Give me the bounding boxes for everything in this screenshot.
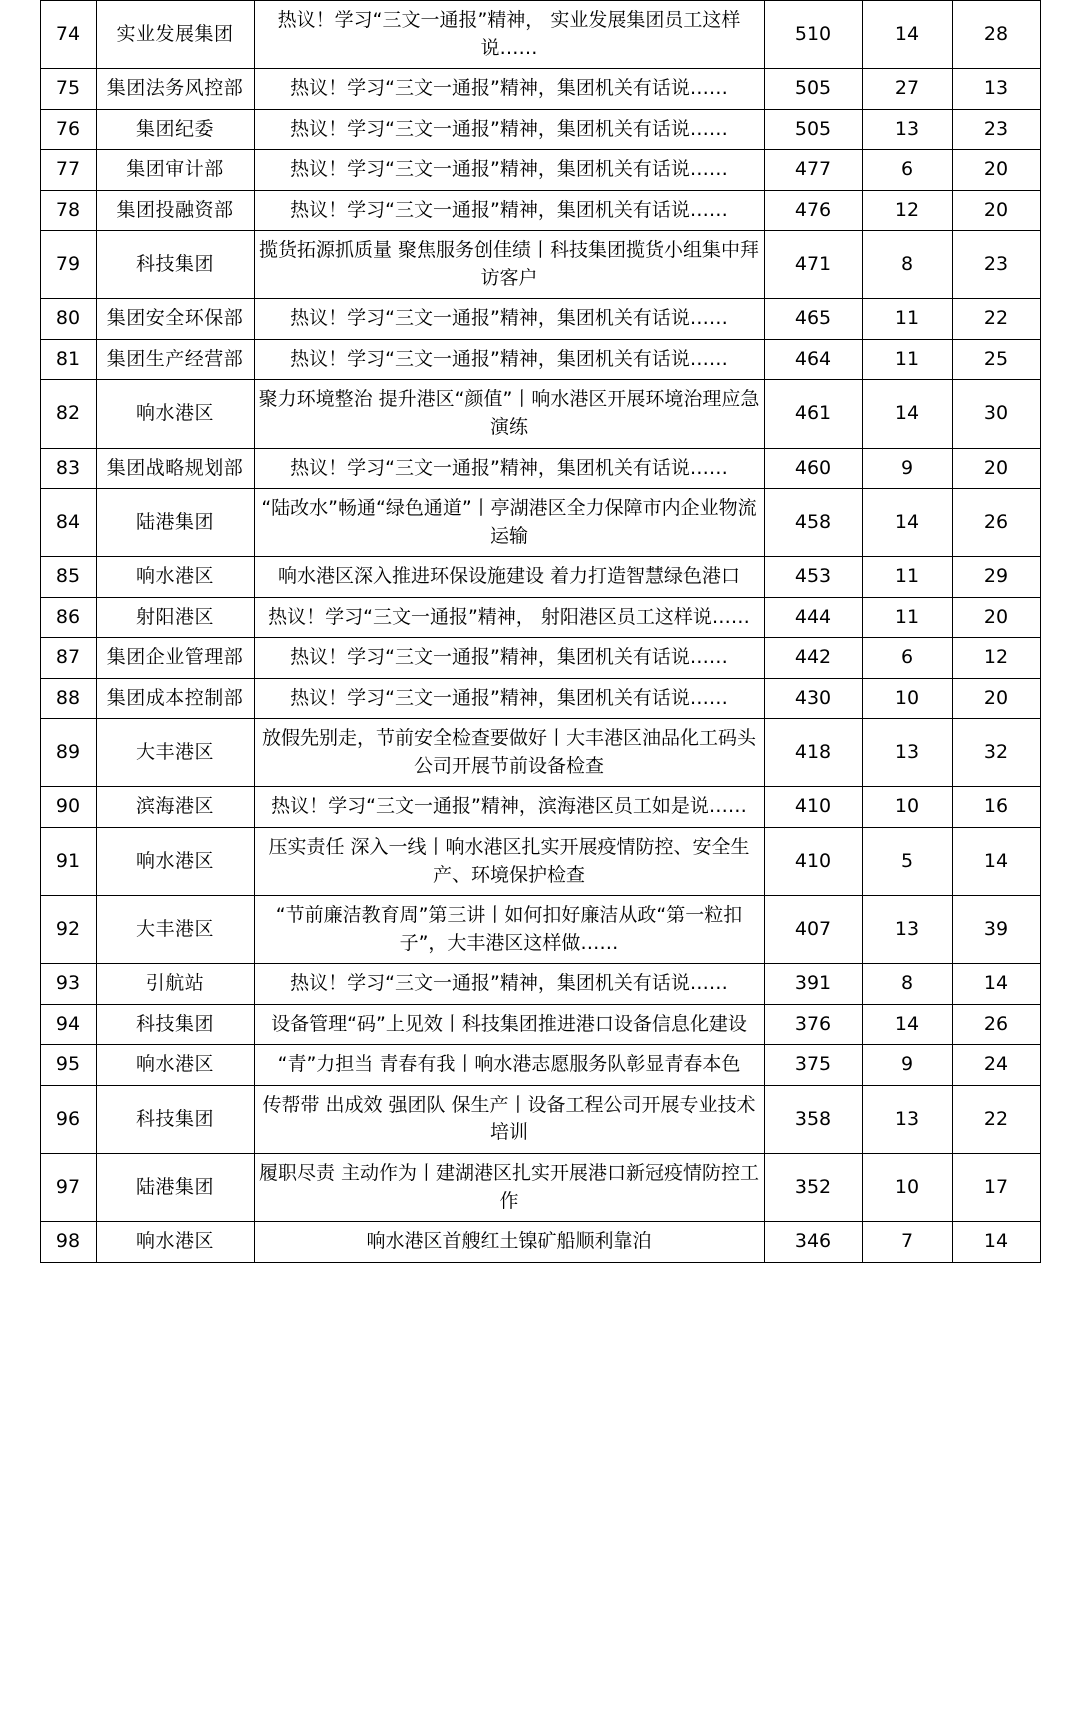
row-title-cell: 热议！学习“三文一通报”精神， 射阳港区员工这样说…… (254, 597, 764, 638)
row-department-cell: 集团生产经营部 (96, 339, 254, 380)
row-department-cell: 响水港区 (96, 380, 254, 448)
row-watching-count-cell: 20 (952, 150, 1040, 191)
row-watching-count-cell: 26 (952, 1004, 1040, 1045)
row-title-cell: 揽货拓源抓质量 聚焦服务创佳绩丨科技集团揽货小组集中拜访客户 (254, 231, 764, 299)
table-row (40, 828, 1040, 896)
table-row (40, 964, 1040, 1005)
row-index-cell: 76 (40, 109, 96, 150)
row-like-count-cell: 9 (862, 1045, 952, 1086)
row-index-cell: 80 (40, 299, 96, 340)
row-read-count-cell: 410 (764, 828, 862, 896)
row-like-count-cell: 11 (862, 557, 952, 598)
row-department-cell: 射阳港区 (96, 597, 254, 638)
table-row (40, 190, 1040, 231)
row-read-count-cell: 453 (764, 557, 862, 598)
row-department-cell: 实业发展集团 (96, 1, 254, 69)
row-read-count-cell: 358 (764, 1085, 862, 1153)
table-row (40, 489, 1040, 557)
row-watching-count-cell: 23 (952, 109, 1040, 150)
row-index-cell: 81 (40, 339, 96, 380)
row-index-cell: 96 (40, 1085, 96, 1153)
row-read-count-cell: 477 (764, 150, 862, 191)
row-like-count-cell: 27 (862, 69, 952, 110)
row-watching-count-cell: 22 (952, 1085, 1040, 1153)
row-title-cell: “节前廉洁教育周”第三讲丨如何扣好廉洁从政“第一粒扣子”，大丰港区这样做…… (254, 896, 764, 964)
row-like-count-cell: 12 (862, 190, 952, 231)
row-like-count-cell: 11 (862, 339, 952, 380)
row-read-count-cell: 461 (764, 380, 862, 448)
row-department-cell: 科技集团 (96, 1085, 254, 1153)
row-like-count-cell: 6 (862, 638, 952, 679)
row-index-cell: 75 (40, 69, 96, 110)
row-title-cell: “陆改水”畅通“绿色通道”丨亭湖港区全力保障市内企业物流运输 (254, 489, 764, 557)
table-row (40, 1045, 1040, 1086)
row-department-cell: 大丰港区 (96, 896, 254, 964)
table-row (40, 1085, 1040, 1153)
row-index-cell: 91 (40, 828, 96, 896)
row-title-cell: “青”力担当 青春有我丨响水港志愿服务队彰显青春本色 (254, 1045, 764, 1086)
row-department-cell: 科技集团 (96, 231, 254, 299)
table-row (40, 787, 1040, 828)
row-department-cell: 响水港区 (96, 1222, 254, 1263)
table-row (40, 1222, 1040, 1263)
row-watching-count-cell: 20 (952, 678, 1040, 719)
row-index-cell: 78 (40, 190, 96, 231)
row-read-count-cell: 460 (764, 448, 862, 489)
row-watching-count-cell: 29 (952, 557, 1040, 598)
row-read-count-cell: 352 (764, 1153, 862, 1221)
row-department-cell: 响水港区 (96, 1045, 254, 1086)
row-department-cell: 响水港区 (96, 828, 254, 896)
row-index-cell: 88 (40, 678, 96, 719)
row-read-count-cell: 464 (764, 339, 862, 380)
row-title-cell: 热议！学习“三文一通报”精神，集团机关有话说…… (254, 150, 764, 191)
row-index-cell: 93 (40, 964, 96, 1005)
table-row (40, 1004, 1040, 1045)
row-watching-count-cell: 32 (952, 719, 1040, 787)
row-read-count-cell: 375 (764, 1045, 862, 1086)
row-title-cell: 放假先别走，节前安全检查要做好丨大丰港区油品化工码头公司开展节前设备检查 (254, 719, 764, 787)
row-read-count-cell: 442 (764, 638, 862, 679)
row-read-count-cell: 505 (764, 69, 862, 110)
row-read-count-cell: 407 (764, 896, 862, 964)
row-department-cell: 集团纪委 (96, 109, 254, 150)
row-department-cell: 响水港区 (96, 557, 254, 598)
row-read-count-cell: 458 (764, 489, 862, 557)
row-title-cell: 聚力环境整治 提升港区“颜值”丨响水港区开展环境治理应急演练 (254, 380, 764, 448)
row-title-cell: 热议！学习“三文一通报”精神，集团机关有话说…… (254, 190, 764, 231)
row-like-count-cell: 10 (862, 787, 952, 828)
row-index-cell: 89 (40, 719, 96, 787)
row-read-count-cell: 510 (764, 1, 862, 69)
row-title-cell: 热议！学习“三文一通报”精神，集团机关有话说…… (254, 339, 764, 380)
row-like-count-cell: 13 (862, 719, 952, 787)
row-watching-count-cell: 28 (952, 1, 1040, 69)
row-title-cell: 热议！学习“三文一通报”精神，集团机关有话说…… (254, 448, 764, 489)
row-watching-count-cell: 14 (952, 1222, 1040, 1263)
row-title-cell: 热议！学习“三文一通报”精神，集团机关有话说…… (254, 109, 764, 150)
row-title-cell: 热议！学习“三文一通报”精神，集团机关有话说…… (254, 964, 764, 1005)
table-row (40, 380, 1040, 448)
row-index-cell: 94 (40, 1004, 96, 1045)
table-row (40, 69, 1040, 110)
row-index-cell: 85 (40, 557, 96, 598)
row-watching-count-cell: 25 (952, 339, 1040, 380)
row-title-cell: 热议！学习“三文一通报”精神，集团机关有话说…… (254, 299, 764, 340)
row-department-cell: 陆港集团 (96, 1153, 254, 1221)
row-like-count-cell: 14 (862, 1004, 952, 1045)
row-index-cell: 77 (40, 150, 96, 191)
statistics-table (40, 0, 1041, 1263)
row-like-count-cell: 10 (862, 678, 952, 719)
row-like-count-cell: 10 (862, 1153, 952, 1221)
row-index-cell: 95 (40, 1045, 96, 1086)
row-title-cell: 热议！学习“三文一通报”精神，滨海港区员工如是说…… (254, 787, 764, 828)
table-body (40, 1, 1040, 1263)
row-like-count-cell: 7 (862, 1222, 952, 1263)
row-title-cell: 热议！学习“三文一通报”精神， 实业发展集团员工这样说…… (254, 1, 764, 69)
row-watching-count-cell: 14 (952, 828, 1040, 896)
row-title-cell: 压实责任 深入一线丨响水港区扎实开展疫情防控、安全生产、环境保护检查 (254, 828, 764, 896)
row-read-count-cell: 346 (764, 1222, 862, 1263)
table-row (40, 896, 1040, 964)
row-watching-count-cell: 24 (952, 1045, 1040, 1086)
row-department-cell: 大丰港区 (96, 719, 254, 787)
table-row (40, 231, 1040, 299)
row-like-count-cell: 5 (862, 828, 952, 896)
row-watching-count-cell: 13 (952, 69, 1040, 110)
table-row (40, 109, 1040, 150)
row-index-cell: 82 (40, 380, 96, 448)
row-department-cell: 滨海港区 (96, 787, 254, 828)
row-title-cell: 设备管理“码”上见效丨科技集团推进港口设备信息化建设 (254, 1004, 764, 1045)
table-row (40, 448, 1040, 489)
row-index-cell: 90 (40, 787, 96, 828)
row-title-cell: 热议！学习“三文一通报”精神，集团机关有话说…… (254, 69, 764, 110)
row-read-count-cell: 444 (764, 597, 862, 638)
table-row (40, 1, 1040, 69)
table-row (40, 1153, 1040, 1221)
row-like-count-cell: 13 (862, 109, 952, 150)
row-department-cell: 陆港集团 (96, 489, 254, 557)
row-watching-count-cell: 22 (952, 299, 1040, 340)
row-read-count-cell: 376 (764, 1004, 862, 1045)
row-index-cell: 87 (40, 638, 96, 679)
row-like-count-cell: 11 (862, 299, 952, 340)
row-watching-count-cell: 14 (952, 964, 1040, 1005)
row-like-count-cell: 14 (862, 489, 952, 557)
row-department-cell: 集团法务风控部 (96, 69, 254, 110)
table-row (40, 150, 1040, 191)
row-watching-count-cell: 12 (952, 638, 1040, 679)
row-title-cell: 传帮带 出成效 强团队 保生产丨设备工程公司开展专业技术培训 (254, 1085, 764, 1153)
table-row (40, 339, 1040, 380)
row-read-count-cell: 418 (764, 719, 862, 787)
row-read-count-cell: 465 (764, 299, 862, 340)
row-index-cell: 79 (40, 231, 96, 299)
row-like-count-cell: 8 (862, 231, 952, 299)
row-read-count-cell: 476 (764, 190, 862, 231)
table-row (40, 719, 1040, 787)
row-like-count-cell: 13 (862, 1085, 952, 1153)
table-row (40, 638, 1040, 679)
row-title-cell: 履职尽责 主动作为丨建湖港区扎实开展港口新冠疫情防控工作 (254, 1153, 764, 1221)
row-index-cell: 92 (40, 896, 96, 964)
row-title-cell: 响水港区首艘红土镍矿船顺利靠泊 (254, 1222, 764, 1263)
row-department-cell: 集团企业管理部 (96, 638, 254, 679)
row-index-cell: 84 (40, 489, 96, 557)
row-like-count-cell: 13 (862, 896, 952, 964)
row-index-cell: 97 (40, 1153, 96, 1221)
row-watching-count-cell: 39 (952, 896, 1040, 964)
row-index-cell: 98 (40, 1222, 96, 1263)
row-watching-count-cell: 26 (952, 489, 1040, 557)
row-watching-count-cell: 20 (952, 597, 1040, 638)
row-watching-count-cell: 16 (952, 787, 1040, 828)
row-department-cell: 集团战略规划部 (96, 448, 254, 489)
table-row (40, 678, 1040, 719)
row-watching-count-cell: 20 (952, 448, 1040, 489)
row-like-count-cell: 14 (862, 1, 952, 69)
row-read-count-cell: 430 (764, 678, 862, 719)
row-watching-count-cell: 23 (952, 231, 1040, 299)
row-department-cell: 集团成本控制部 (96, 678, 254, 719)
table-row (40, 299, 1040, 340)
row-like-count-cell: 11 (862, 597, 952, 638)
row-index-cell: 83 (40, 448, 96, 489)
row-title-cell: 热议！学习“三文一通报”精神，集团机关有话说…… (254, 638, 764, 679)
row-read-count-cell: 391 (764, 964, 862, 1005)
row-watching-count-cell: 20 (952, 190, 1040, 231)
row-like-count-cell: 14 (862, 380, 952, 448)
row-department-cell: 集团审计部 (96, 150, 254, 191)
row-like-count-cell: 9 (862, 448, 952, 489)
row-read-count-cell: 471 (764, 231, 862, 299)
row-like-count-cell: 6 (862, 150, 952, 191)
row-title-cell: 热议！学习“三文一通报”精神，集团机关有话说…… (254, 678, 764, 719)
table-row (40, 597, 1040, 638)
row-title-cell: 响水港区深入推进环保设施建设 着力打造智慧绿色港口 (254, 557, 764, 598)
row-department-cell: 引航站 (96, 964, 254, 1005)
row-department-cell: 集团安全环保部 (96, 299, 254, 340)
row-watching-count-cell: 30 (952, 380, 1040, 448)
row-index-cell: 74 (40, 1, 96, 69)
table-row (40, 557, 1040, 598)
row-index-cell: 86 (40, 597, 96, 638)
row-read-count-cell: 505 (764, 109, 862, 150)
row-like-count-cell: 8 (862, 964, 952, 1005)
row-department-cell: 科技集团 (96, 1004, 254, 1045)
row-read-count-cell: 410 (764, 787, 862, 828)
row-watching-count-cell: 17 (952, 1153, 1040, 1221)
row-department-cell: 集团投融资部 (96, 190, 254, 231)
